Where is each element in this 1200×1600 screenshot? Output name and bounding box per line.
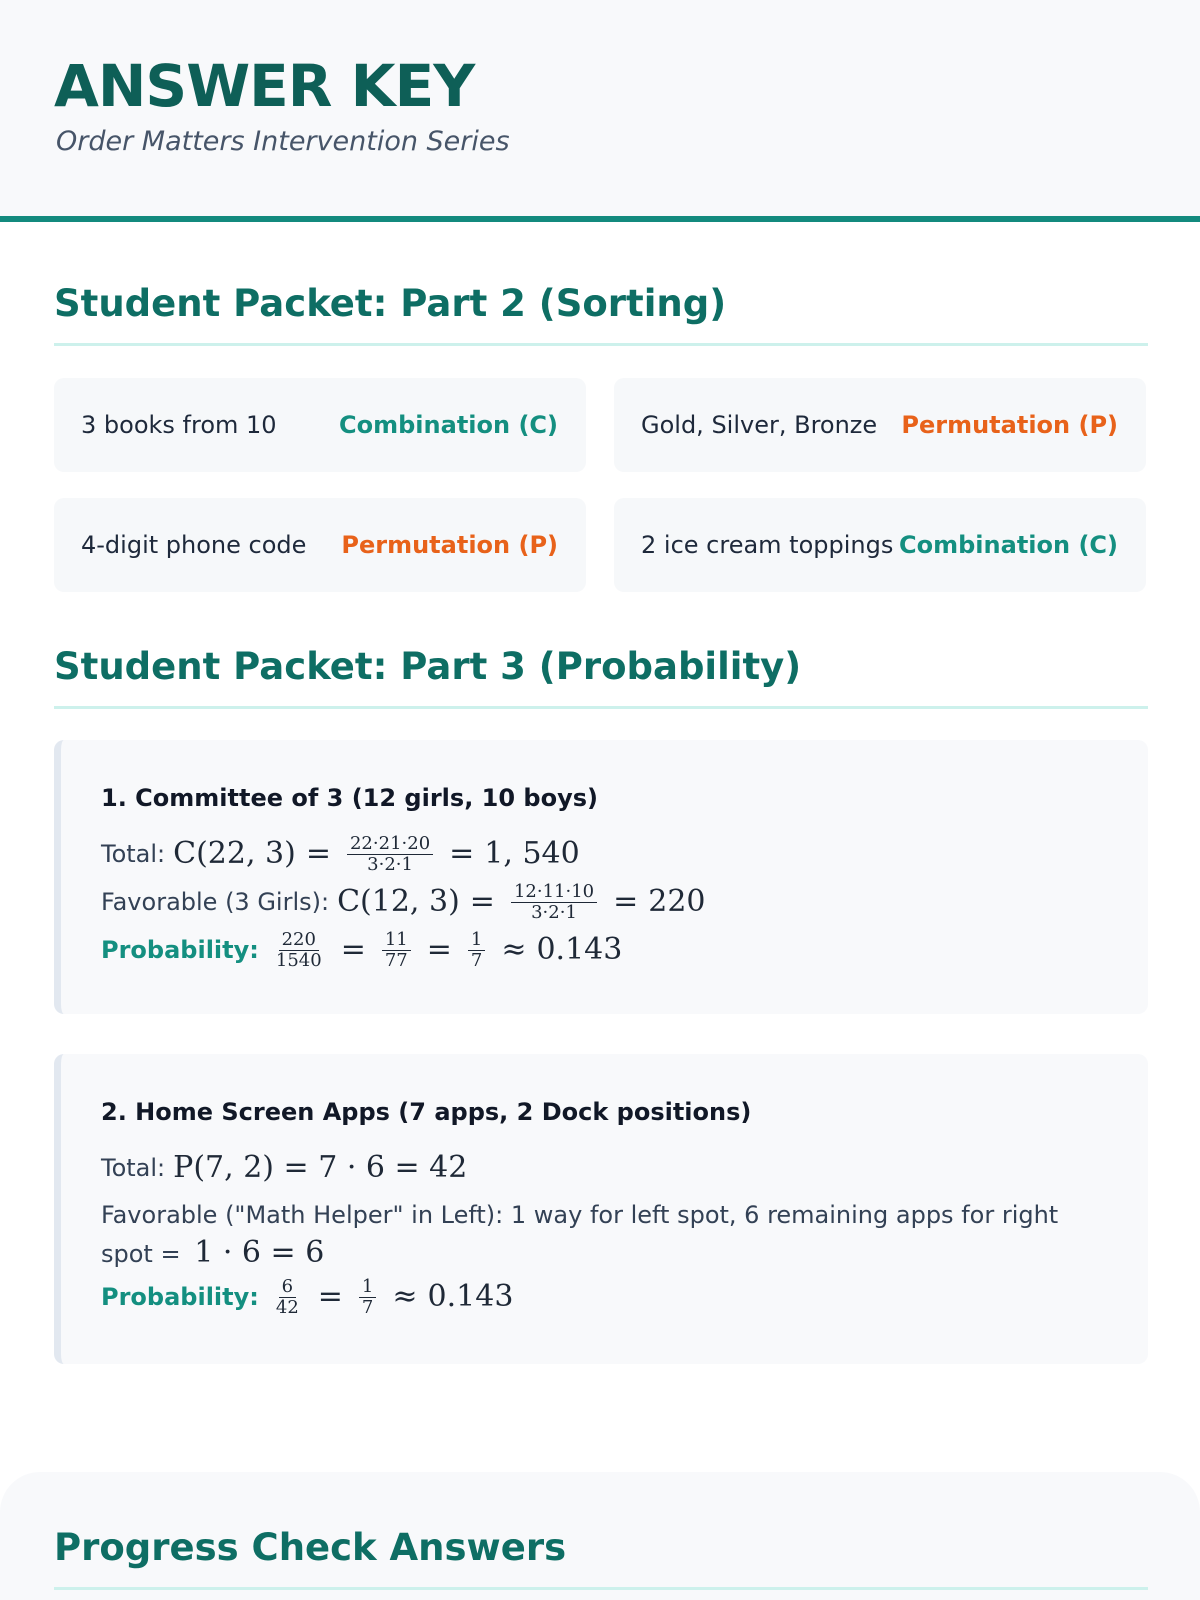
total-label: Total:	[101, 1154, 166, 1182]
page-subtitle: Order Matters Intervention Series	[56, 126, 510, 157]
sort-answer: Combination (C)	[899, 531, 1118, 559]
section-title-sorting: Student Packet: Part 2 (Sorting)	[54, 282, 1148, 346]
probability-label: Probability:	[101, 936, 259, 964]
probability-fraction: $\frac{6}{42}$	[275, 1275, 299, 1318]
probability-label: Probability:	[101, 1283, 259, 1311]
problem-card-1	[54, 740, 1148, 1014]
sort-card	[54, 498, 586, 592]
sort-answer: Permutation (P)	[341, 531, 558, 559]
total-line: Total: C(22, 3) = $\frac{22\cdot 21\cdot 20}{3\cdot 2\cdot 1}$ = 1, 540	[101, 830, 1108, 878]
favorable-fraction: $\frac{12\cdot 11\cdot 10}{3\cdot 2\cdot 1}$	[511, 882, 597, 923]
probability-approx: 0.143	[427, 1279, 514, 1314]
favorable-label: Favorable (3 Girls):	[101, 888, 330, 916]
favorable-expression: C(12, 3)	[337, 884, 460, 919]
probability-fraction: $\frac{1}{7}$	[359, 1277, 376, 1318]
problem-card-2	[54, 1054, 1148, 1364]
favorable-line	[101, 1196, 1108, 1273]
sort-card	[614, 378, 1146, 472]
sort-card	[54, 378, 586, 472]
probability-fraction: $\frac{220}{1540}$	[275, 928, 322, 971]
problem-heading: 1. Committee of 3 (12 girls, 10 boys)	[101, 784, 598, 812]
sort-item-text: 2 ice cream toppings	[641, 531, 894, 559]
problem-heading: 2. Home Screen Apps (7 apps, 2 Dock positions)	[101, 1098, 752, 1126]
favorable-expression: 1 · 6 = 6	[194, 1235, 325, 1270]
favorable-result: 220	[648, 884, 706, 919]
sort-item-text: 4-digit phone code	[81, 531, 307, 559]
total-result: 1, 540	[484, 836, 580, 871]
total-label: Total:	[101, 840, 166, 868]
probability-approx: 0.143	[536, 932, 623, 967]
favorable-line: Favorable (3 Girls): C(12, 3) = $\frac{12\cdot 11\cdot 10}{3\cdot 2\cdot 1}$ = 220	[101, 878, 1108, 926]
probability-fraction: $\frac{1}{7}$	[468, 930, 485, 971]
probability-fraction: $\frac{11}{77}$	[382, 930, 411, 971]
total-expression: C(22, 3)	[173, 836, 296, 871]
total-expression: P(7, 2) = 7 · 6 = 42	[173, 1150, 468, 1185]
sort-answer: Combination (C)	[339, 411, 558, 439]
sort-answer: Permutation (P)	[901, 411, 1118, 439]
total-fraction: $\frac{22\cdot 21\cdot 20}{3\cdot 2\cdot 1}$	[347, 834, 433, 875]
favorable-text: Favorable ("Math Helper" in Left): 1 way for left spot, 6 remaining apps for right spot =	[101, 1201, 1059, 1268]
sort-card	[614, 498, 1146, 592]
header	[0, 0, 1200, 222]
probability-line: Probability: $\frac{6}{42}$ = $\frac{1}{7}$ ≈ 0.143	[101, 1273, 1108, 1321]
total-line	[101, 1144, 1108, 1192]
section-title-probability: Student Packet: Part 3 (Probability)	[54, 645, 1148, 709]
section-title-progress: Progress Check Answers	[54, 1526, 1148, 1590]
sort-item-text: 3 books from 10	[81, 411, 277, 439]
sort-item-text: Gold, Silver, Bronze	[641, 411, 878, 439]
probability-line: Probability: $\frac{220}{1540}$ = $\frac{11}{77}$ = $\frac{1}{7}$ ≈ 0.143	[101, 926, 1108, 974]
page-title: ANSWER KEY	[54, 52, 475, 120]
